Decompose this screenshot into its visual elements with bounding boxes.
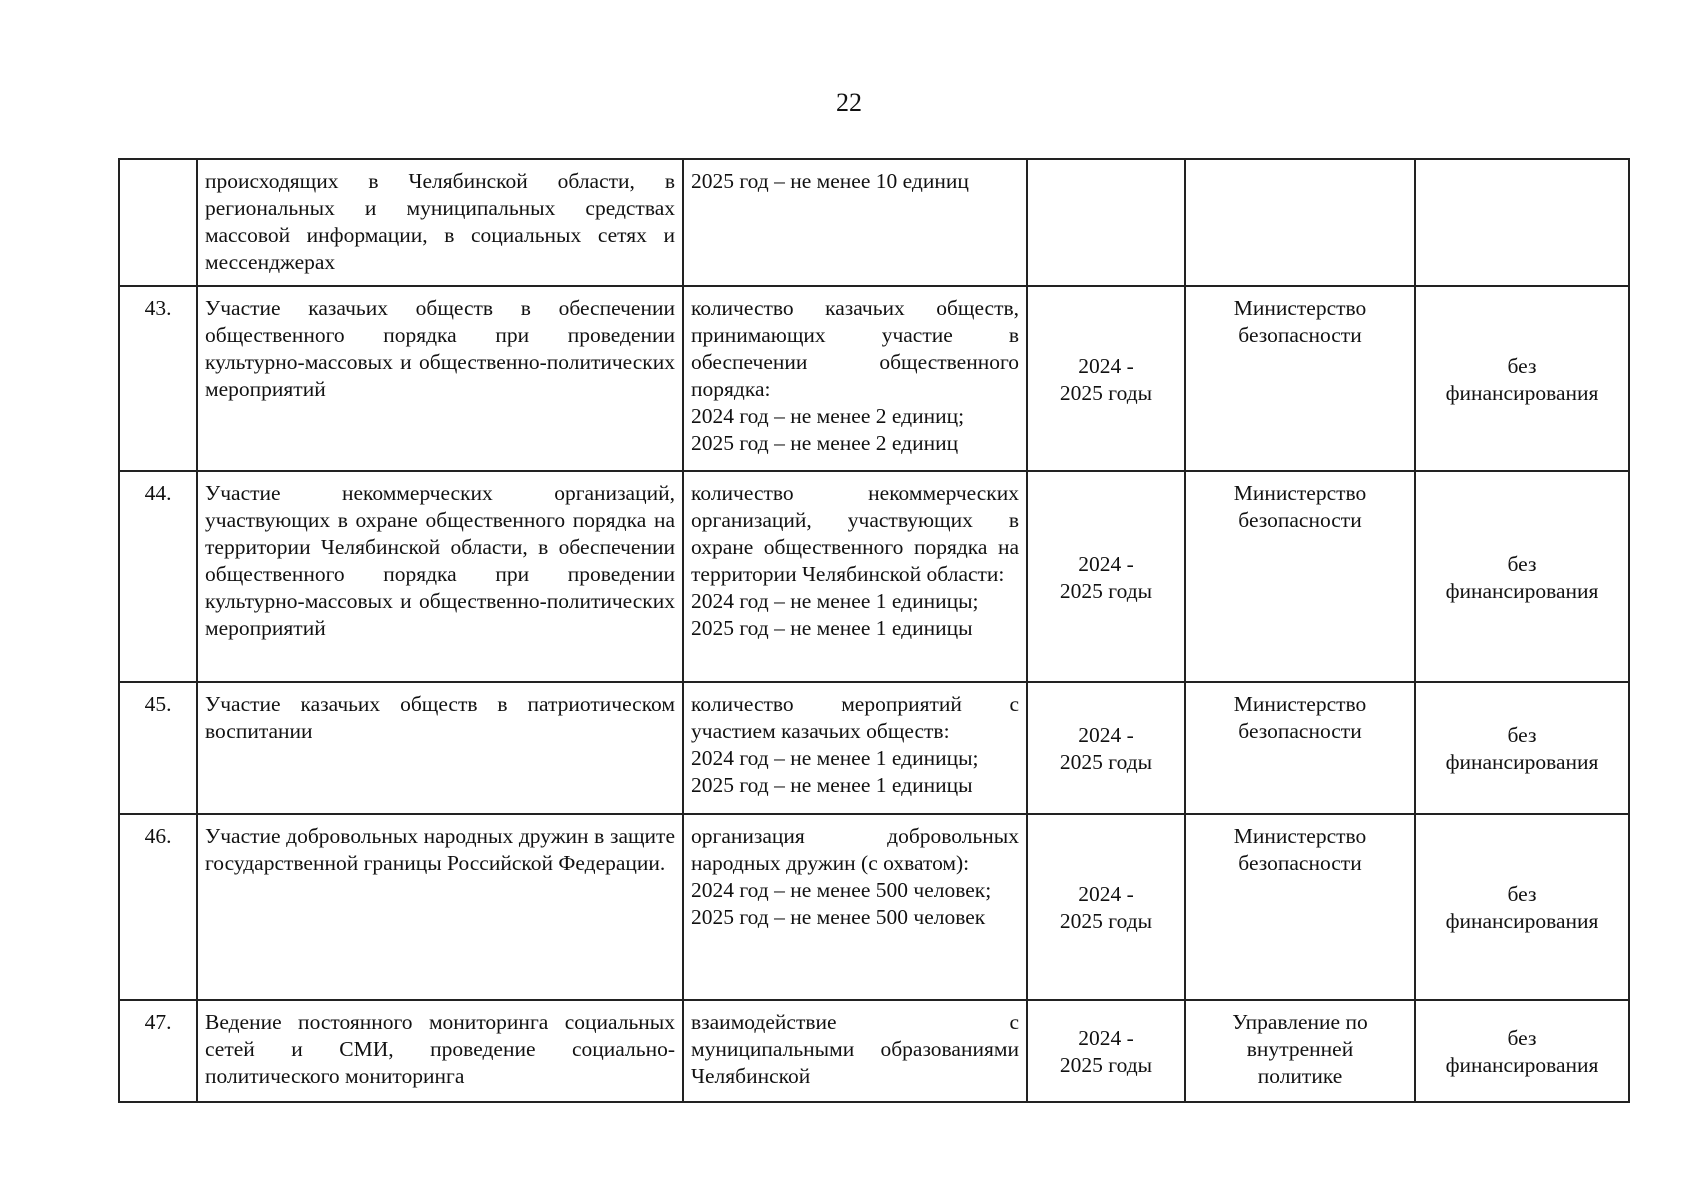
executor-line: Министерство — [1233, 296, 1367, 320]
indicator-line: 2025 год – не менее 1 единицы — [691, 773, 973, 797]
period-line: 2024 - — [1078, 882, 1134, 906]
period-line: 2025 годы — [1059, 380, 1153, 405]
indicator-line: количество казачьих обществ, принимающих участие в обеспечении общественного порядка: — [691, 296, 1019, 401]
row-number-cell — [119, 159, 197, 286]
indicator-line: 2024 год – не менее 500 человек; — [691, 878, 992, 902]
period-cell — [1027, 286, 1185, 471]
indicator-cell — [683, 682, 1027, 814]
financing-cell — [1415, 286, 1629, 471]
executor-line: политике — [1257, 1064, 1343, 1088]
indicator-line: 2024 год – не менее 2 единиц; — [691, 404, 965, 428]
period-line: 2025 годы — [1059, 578, 1153, 603]
page-number: 22 — [836, 88, 862, 117]
financing-cell — [1415, 159, 1629, 286]
executor-line: безопасности — [1238, 851, 1362, 875]
period-line: 2024 - — [1078, 353, 1134, 378]
activity-cell: Участие некоммерческих организаций, участвующих в охране общественного порядка на территории Челябинской области, в обеспечении общественного порядка при проведении культурно-массовых и общественно-политических мероприятий — [197, 471, 683, 682]
financing-line: без — [1507, 723, 1537, 747]
financing-cell — [1415, 1000, 1629, 1102]
financing-line: финансирования — [1445, 750, 1599, 774]
table-row — [119, 159, 1629, 286]
indicator-line: количество мероприятий с участием казачьих обществ: — [691, 692, 1019, 743]
period-line: 2024 - — [1078, 723, 1134, 747]
indicator-line: количество некоммерческих организаций, участвующих в охране общественного порядка на территории Челябинской области: — [691, 481, 1019, 586]
period-cell — [1027, 159, 1185, 286]
period-cell — [1027, 682, 1185, 814]
indicator-cell — [683, 159, 1027, 286]
period-line: 2025 годы — [1059, 1053, 1153, 1077]
indicator-line: организация добровольных народных дружин (с охватом): — [691, 824, 1019, 875]
period-line: 2025 годы — [1059, 909, 1153, 933]
indicator-line: 2024 год – не менее 1 единицы; — [691, 589, 979, 613]
activity-cell: Участие казачьих обществ в патриотическом воспитании — [197, 682, 683, 814]
financing-cell — [1415, 471, 1629, 682]
financing-line: финансирования — [1445, 1053, 1599, 1077]
financing-line: без — [1507, 551, 1537, 576]
executor-cell — [1185, 286, 1415, 471]
indicator-line: взаимодействие с муниципальными образованиями Челябинской — [691, 1010, 1019, 1088]
executor-cell — [1185, 814, 1415, 1000]
executor-line: Управление по — [1232, 1010, 1368, 1034]
financing-line: финансирования — [1445, 380, 1599, 405]
executor-cell — [1185, 1000, 1415, 1102]
indicator-line: 2025 год – не менее 2 единиц — [691, 431, 959, 455]
activity-cell: Ведение постоянного мониторинга социальных сетей и СМИ, проведение социально-политического мониторинга — [197, 1000, 683, 1102]
indicator-cell — [683, 286, 1027, 471]
table-row — [119, 471, 1629, 682]
indicator-line: 2024 год – не менее 1 единицы; — [691, 746, 979, 770]
indicator-line: 2025 год – не менее 1 единицы — [691, 616, 973, 640]
table-row — [119, 1000, 1629, 1102]
indicator-cell — [683, 1000, 1027, 1102]
executor-line: Министерство — [1233, 692, 1367, 716]
financing-line: без — [1507, 353, 1537, 378]
financing-line: без — [1507, 1026, 1537, 1050]
period-cell — [1027, 1000, 1185, 1102]
period-line: 2025 годы — [1059, 750, 1153, 774]
activity-cell: Участие добровольных народных дружин в защите государственной границы Российской Федерации. — [197, 814, 683, 1000]
indicator-cell — [683, 471, 1027, 682]
row-number-cell: 47. — [119, 1000, 197, 1102]
financing-cell — [1415, 814, 1629, 1000]
row-number-cell: 43. — [119, 286, 197, 471]
activity-cell: Участие казачьих обществ в обеспечении общественного порядка при проведении культурно-массовых и общественно-политических мероприятий — [197, 286, 683, 471]
period-line: 2024 - — [1078, 551, 1134, 576]
financing-line: без — [1507, 882, 1537, 906]
period-cell — [1027, 471, 1185, 682]
executor-line: Министерство — [1233, 481, 1367, 505]
executor-cell — [1185, 471, 1415, 682]
financing-line: финансирования — [1445, 578, 1599, 603]
row-number-cell: 46. — [119, 814, 197, 1000]
row-number-cell: 44. — [119, 471, 197, 682]
executor-cell — [1185, 682, 1415, 814]
financing-line: финансирования — [1445, 909, 1599, 933]
indicator-line: 2025 год – не менее 500 человек — [691, 905, 986, 929]
period-line: 2024 - — [1078, 1026, 1134, 1050]
table-row — [119, 682, 1629, 814]
executor-line: безопасности — [1238, 323, 1362, 347]
executor-line: внутренней — [1246, 1037, 1354, 1061]
indicator-cell — [683, 814, 1027, 1000]
financing-cell — [1415, 682, 1629, 814]
activity-cell: происходящих в Челябинской области, в региональных и муниципальных средствах массовой информации, в социальных сетях и мессенджерах — [197, 159, 683, 286]
indicator-line: 2025 год – не менее 10 единиц — [691, 169, 969, 193]
executor-line: безопасности — [1238, 719, 1362, 743]
executor-line: Министерство — [1233, 824, 1367, 848]
executor-cell — [1185, 159, 1415, 286]
table-row — [119, 286, 1629, 471]
measures-table — [118, 158, 1630, 1103]
row-number-cell: 45. — [119, 682, 197, 814]
executor-line: безопасности — [1238, 508, 1362, 532]
table-row — [119, 814, 1629, 1000]
period-cell — [1027, 814, 1185, 1000]
